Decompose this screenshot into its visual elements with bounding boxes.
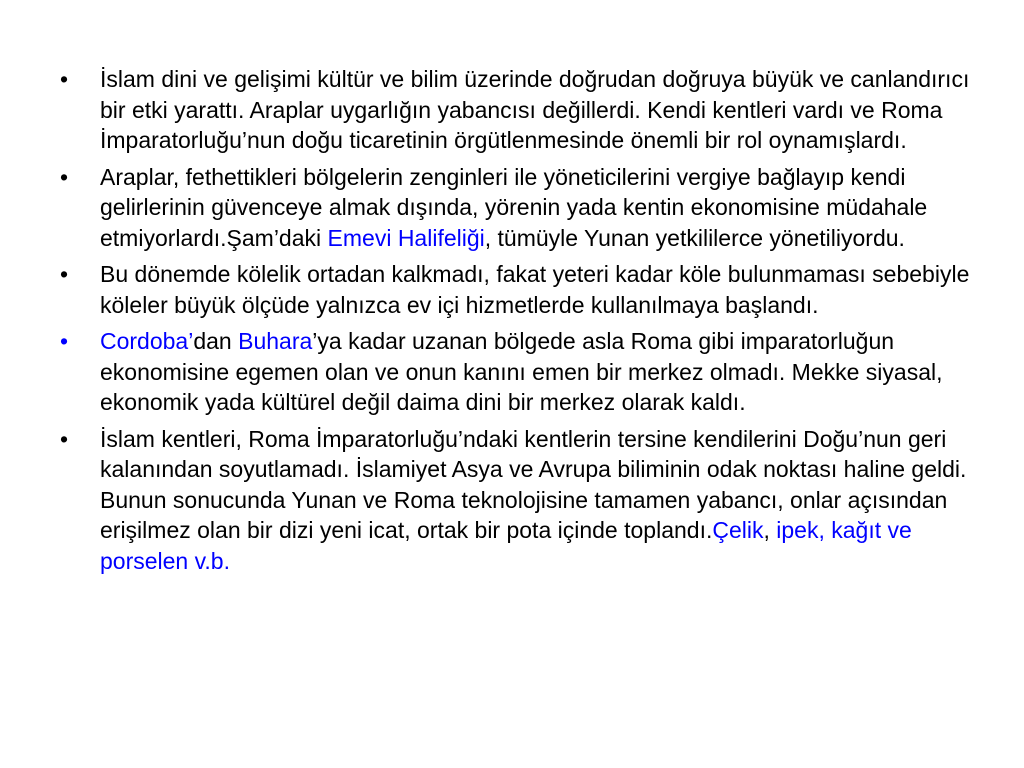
bullet-icon: • [60, 261, 69, 287]
bullet-item-3 [60, 259, 970, 320]
bullet-icon: • [60, 425, 69, 452]
bullet-text: ’ya kadar uzanan bölgede asla Roma gibi imparatorluğun ekonomisine egemen olan ve onun kanını emen bir merkez olmadı. Mekke siyasal, ekonomik yada kültürel değil daima dini bir merkez olarak kaldı. [100, 328, 943, 415]
bullet-list [60, 64, 970, 582]
bullet-text: Bu dönemde kölelik ortadan kalkmadı, fakat yeteri kadar köle bulunmaması sebebiyle köleler büyük ölçüde yalnızca ev içi hizmetlerde kullanılmaya başlandı. [100, 261, 970, 318]
bullet-icon: • [60, 163, 69, 190]
bullet-icon: • [60, 66, 69, 92]
bullet-item-2 [60, 162, 970, 254]
link-cordoba[interactable]: Cordoba’ [100, 328, 194, 354]
bullet-item-4 [60, 326, 970, 418]
bullet-item-1 [60, 64, 970, 156]
bullet-icon: • [60, 328, 69, 354]
bullet-text: İslam dini ve gelişimi kültür ve bilim üzerinde doğrudan doğruya büyük ve canlandırıcı bir etki yarattı. Araplar uygarlığın yabancısı değillerdi. Kendi kentleri vardı ve Roma İmparatorluğu’nun doğu ticaretinin örgütlenmesinde önemli bir rol oynamışlardı. [100, 66, 970, 153]
bullet-text: dan [193, 328, 239, 354]
bullet-text: İslam kentleri, Roma İmparatorluğu’ndaki kentlerin tersine kendilerini Doğu’nun geri kalanından soyutlamadı. İslamiyet Asya ve Avrupa biliminin odak noktası haline geldi. Bunun sonucunda Yunan ve Roma teknolojisine tamamen yabancı, onlar açısından erişilmez olan bir dizi yeni icat, ortak bir pota içinde toplandı. [100, 425, 967, 543]
link-celik[interactable]: Çelik [712, 517, 764, 543]
bullet-text: , tümüyle Yunan yetkililerce yönetiliyordu. [484, 224, 905, 251]
bullet-text: , [763, 517, 777, 543]
link-buhara[interactable]: Buhara [238, 328, 313, 354]
bullet-text: Araplar, fethettikleri bölgelerin zenginleri ile yöneticilerini vergiye bağlayıp kendi gelirlerinin güvenceye almak dışında, yörenin yada kentin ekonomisine müdahale etmiyorlardı.Şam’daki [100, 163, 928, 251]
link-emevi-halifeligi[interactable]: Emevi Halifeliği [327, 224, 485, 251]
link-ipek-kagit-porselen[interactable]: ipek, kağıt ve porselen v.b. [100, 517, 912, 574]
bullet-item-5 [60, 424, 970, 577]
